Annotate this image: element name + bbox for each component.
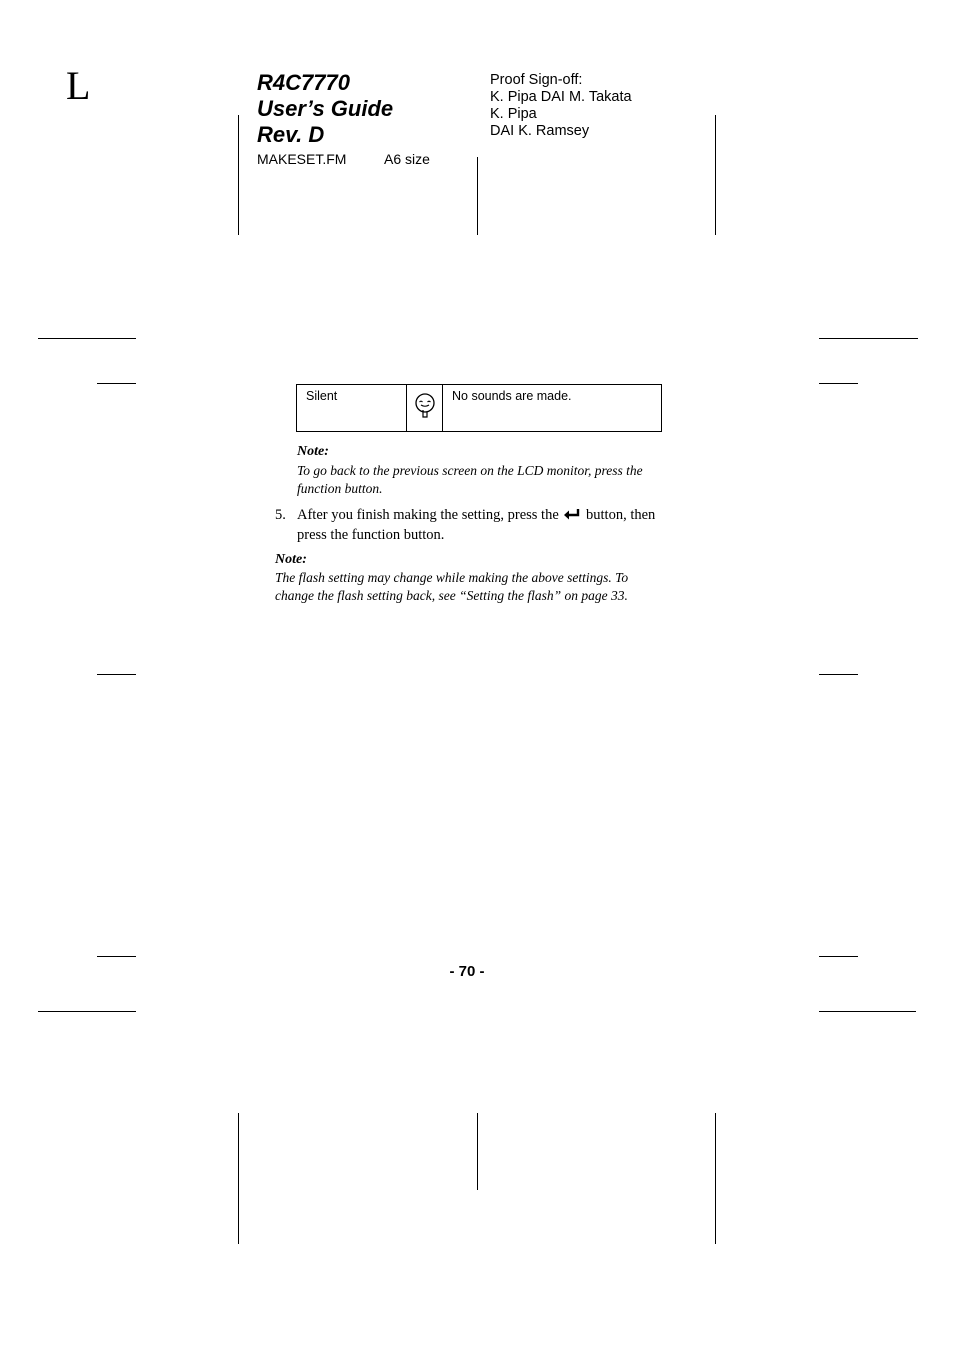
- crop-mark: [819, 674, 858, 675]
- corner-mark: L: [66, 63, 91, 108]
- proof-signoff: [490, 72, 632, 140]
- page-number: - 70 -: [449, 963, 485, 980]
- enter-arrow-icon: [563, 508, 581, 526]
- crop-mark: [819, 956, 858, 957]
- note-label: Note:: [275, 552, 307, 567]
- proof-line: Proof Sign-off:: [490, 72, 583, 88]
- setting-description-cell: No sounds are made.: [443, 385, 662, 432]
- file-name: MAKESET.FM: [257, 151, 347, 167]
- title-line: R4C7770: [257, 70, 350, 95]
- crop-mark: [38, 338, 136, 339]
- crop-mark: [715, 115, 716, 235]
- step-number: 5.: [275, 507, 286, 523]
- crop-mark: [97, 956, 136, 957]
- crop-mark: [97, 674, 136, 675]
- title-line: Rev. D: [257, 122, 325, 147]
- crop-mark: [97, 383, 136, 384]
- crop-mark: [238, 115, 239, 235]
- proof-line: K. Pipa: [490, 106, 537, 122]
- crop-mark: [715, 1113, 716, 1244]
- proof-line: DAI K. Ramsey: [490, 123, 590, 139]
- setting-name-cell: Silent: [297, 385, 407, 432]
- silent-face-icon: [414, 393, 436, 422]
- setting-icon-cell: [407, 385, 443, 432]
- step-text: [297, 506, 662, 544]
- step-text-before: After you finish making the setting, press the: [297, 507, 559, 523]
- table-row: [297, 385, 662, 432]
- document-title: [257, 70, 393, 148]
- crop-mark: [819, 338, 918, 339]
- settings-table: [296, 384, 662, 432]
- crop-mark: [238, 1113, 239, 1244]
- proof-line: K. Pipa DAI M. Takata: [490, 89, 632, 105]
- note-text: To go back to the previous screen on the LCD monitor, press the function button.: [297, 463, 643, 496]
- crop-mark: [477, 157, 478, 235]
- note-label: Note:: [297, 444, 329, 459]
- step-text-after: button, then press the function button.: [297, 507, 656, 543]
- crop-mark: [38, 1011, 136, 1012]
- crop-mark: [477, 1113, 478, 1190]
- crop-mark: [819, 383, 858, 384]
- crop-mark: [819, 1011, 916, 1012]
- page-size: A6 size: [384, 151, 430, 167]
- note-text: The flash setting may change while making the above settings. To change the flash setting back, see “Setting the flash” on page 33.: [275, 570, 629, 603]
- title-line: User’s Guide: [257, 96, 394, 121]
